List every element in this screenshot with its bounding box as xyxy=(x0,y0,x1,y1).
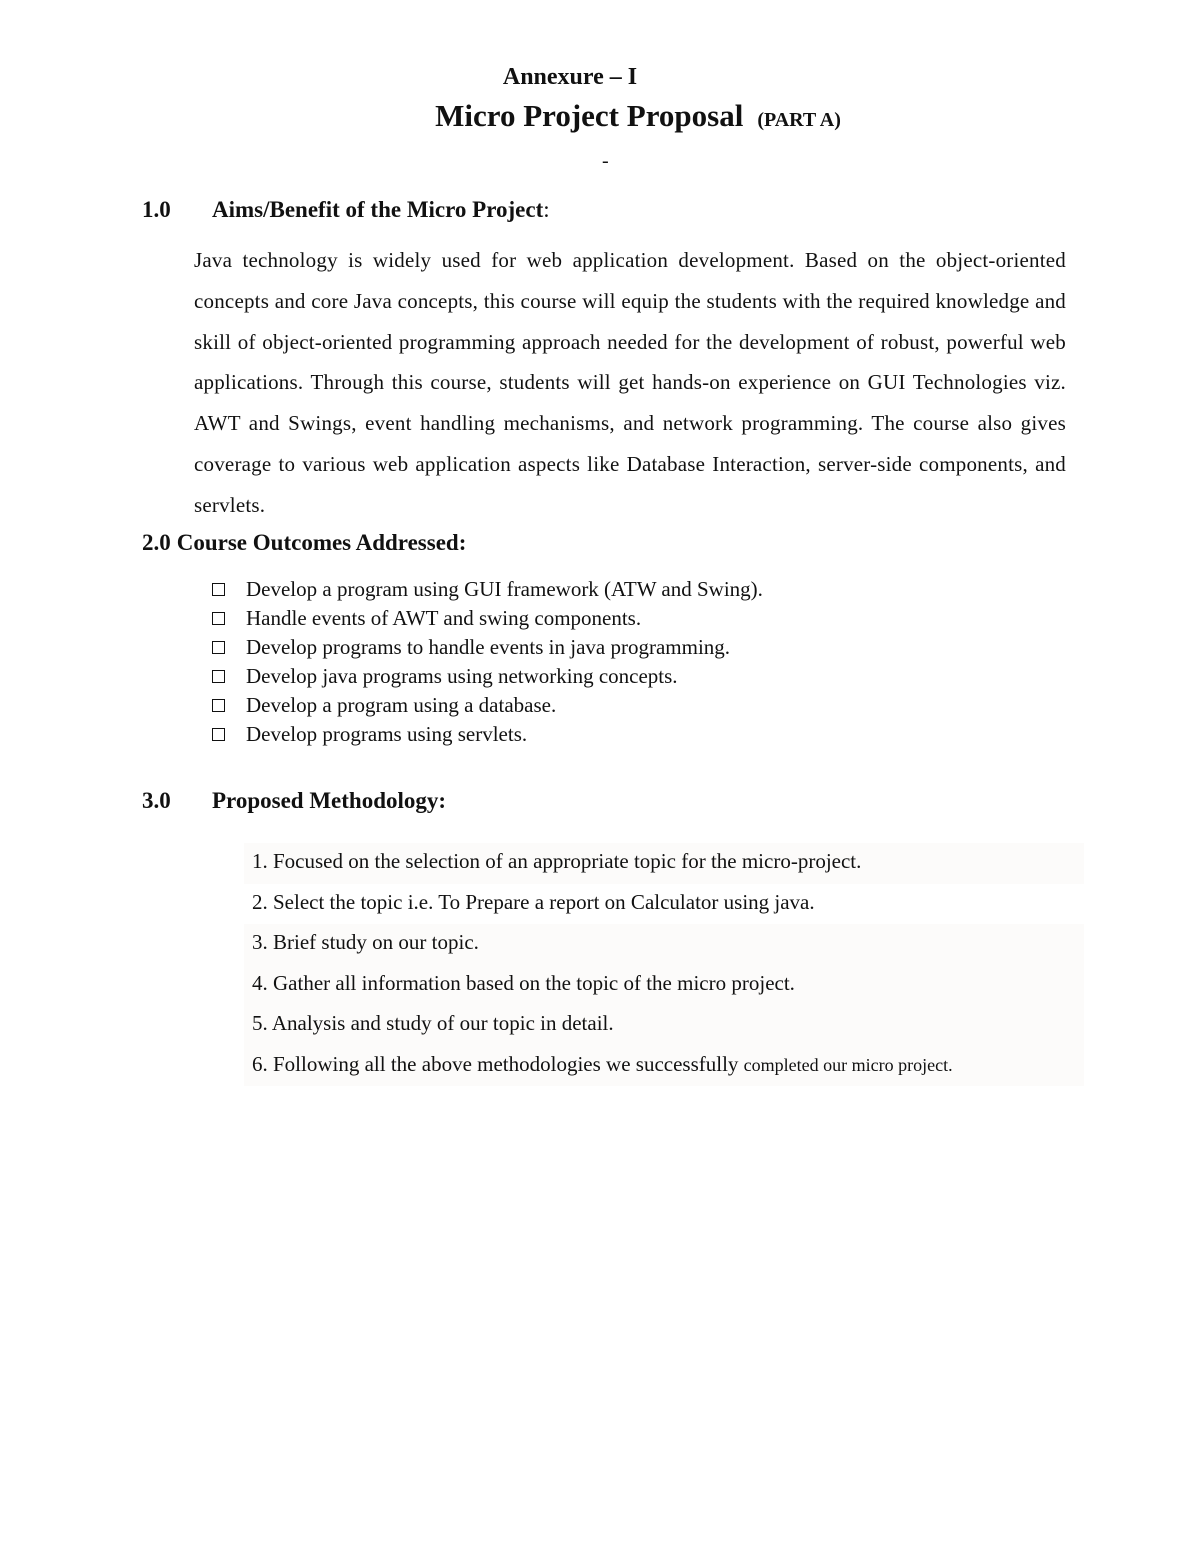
section-1-title: Aims/Benefit of the Micro Project xyxy=(212,197,544,222)
outcomes-list xyxy=(212,575,763,749)
part-label: (PART A) xyxy=(757,109,841,131)
outcome-text: Handle events of AWT and swing components. xyxy=(246,606,642,630)
list-item: 2. Select the topic i.e. To Prepare a report on Calculator using java. xyxy=(252,889,815,914)
section-3-title: Proposed Methodology: xyxy=(212,788,447,813)
list-item xyxy=(244,1046,1084,1087)
section-2-title: Course Outcomes Addressed: xyxy=(176,530,467,555)
methodology-list xyxy=(244,843,1084,1086)
checkbox-icon xyxy=(212,699,225,712)
list-item: 5. Analysis and study of our topic in detail. xyxy=(244,1005,1084,1046)
outcome-text: Develop programs to handle events in java programming. xyxy=(246,635,731,659)
annexure-label: Annexure – I xyxy=(502,64,638,90)
section-1-colon: : xyxy=(543,197,550,222)
title-dash: - xyxy=(602,150,609,172)
checkbox-icon xyxy=(212,641,225,654)
outcome-text: Develop programs using servlets. xyxy=(246,722,528,746)
list-item xyxy=(212,633,763,662)
title-text: Micro Project Proposal xyxy=(435,98,744,133)
outcome-text: Develop java programs using networking concepts. xyxy=(246,664,678,688)
list-item xyxy=(212,662,763,691)
aims-paragraph: Java technology is widely used for web application development. Based on the object-oriented concepts and core Java concepts, this course will equip the students with the required knowledge and skill of object-oriented programming approach needed for the development of robust, powerful web applications. Through this course, students will get hands-on experience on GUI Technologies viz. AWT and Swings, event handling mechanisms, and network programming. The course also gives coverage to various web application aspects like Database Interaction, server-side components, and servlets. xyxy=(194,248,1066,517)
method-item-tail: completed our micro project. xyxy=(743,1054,953,1075)
checkbox-icon xyxy=(212,728,225,741)
section-3-number: 3.0 xyxy=(142,788,171,813)
outcome-text: Develop a program using a database. xyxy=(246,693,557,717)
list-item xyxy=(212,691,763,720)
list-item xyxy=(212,604,763,633)
list-item xyxy=(212,575,763,604)
list-item xyxy=(212,720,763,749)
section-1-heading xyxy=(142,197,550,223)
checkbox-icon xyxy=(212,670,225,683)
checkbox-icon xyxy=(212,583,225,596)
list-item: 4. Gather all information based on the topic of the micro project. xyxy=(244,965,1084,1006)
section-3-heading xyxy=(142,788,446,814)
section-2-number: 2.0 xyxy=(142,530,171,555)
page-title xyxy=(0,98,1200,134)
checkbox-icon xyxy=(212,612,225,625)
outcome-text: Develop a program using GUI framework (ATW and Swing). xyxy=(246,577,763,601)
section-1-number: 1.0 xyxy=(142,197,171,222)
method-item-text: 6. Following all the above methodologies we successfully xyxy=(252,1051,739,1076)
list-item: 3. Brief study on our topic. xyxy=(244,924,1084,965)
section-2-heading xyxy=(142,530,466,556)
list-item: 1. Focused on the selection of an appropriate topic for the micro-project. xyxy=(244,843,1084,884)
